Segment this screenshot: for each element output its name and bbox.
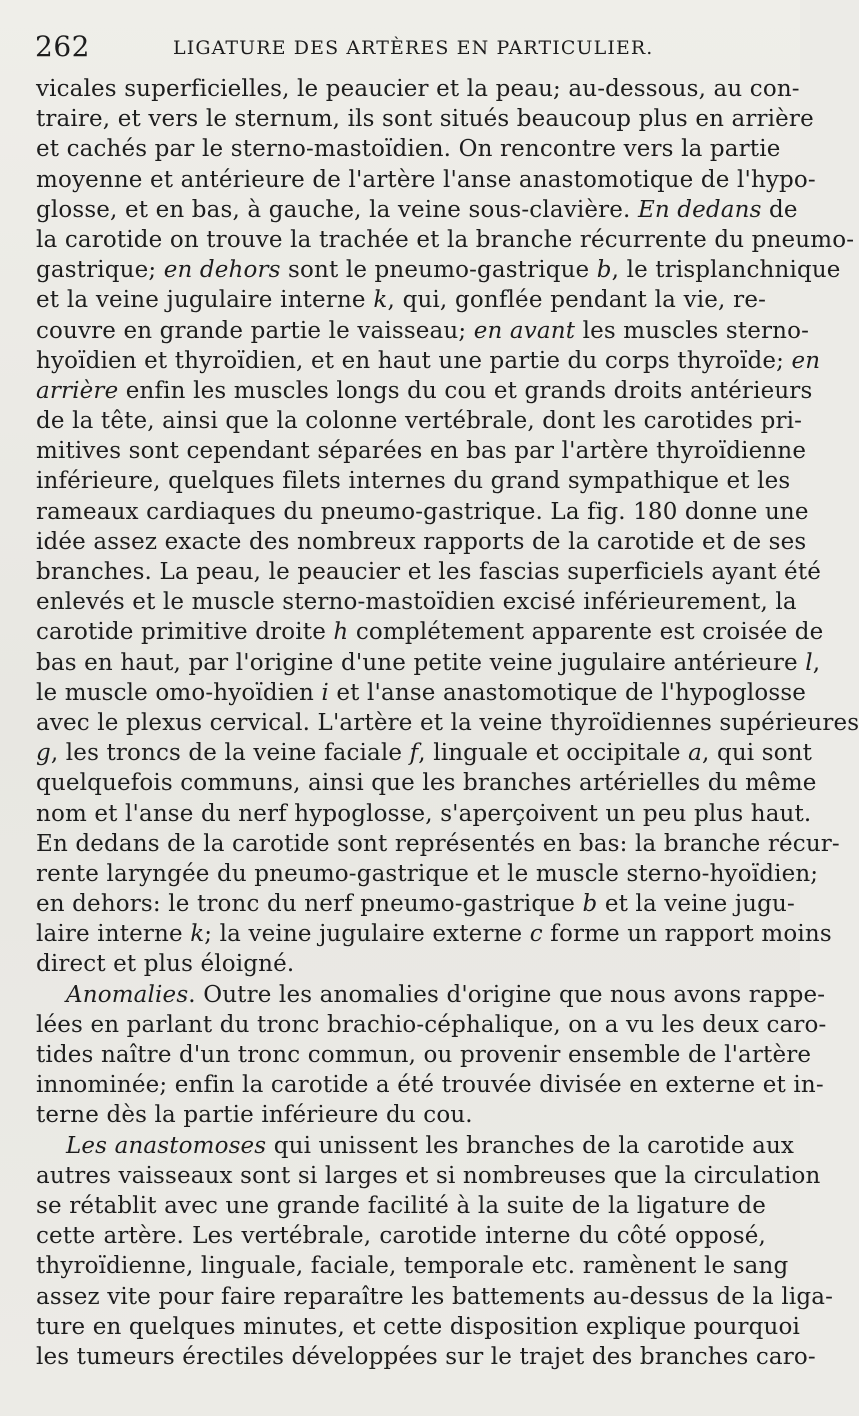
running-title: LIGATURE DES ARTÈRES EN PARTICULIER. — [173, 37, 654, 59]
text-segment: traire, et vers le sternum, ils sont situés beaucoup plus en arrière — [36, 106, 814, 133]
text-segment: sont le pneumo-gastrique — [280, 257, 597, 284]
text-segment: , — [812, 649, 821, 676]
text-line — [36, 799, 812, 829]
text-line — [36, 466, 791, 496]
text-segment: idée assez exacte des nombreux rapports de la carotide et de ses — [36, 528, 807, 555]
text-line — [36, 1161, 821, 1191]
text-segment: , qui, gonflée pendant la vie, re- — [387, 287, 767, 314]
text-line — [36, 285, 766, 315]
text-segment: nom et l'anse du nerf hypoglosse, s'aperçoivent un peu plus haut. — [36, 800, 812, 827]
text-line — [36, 104, 814, 134]
page-header — [35, 30, 775, 70]
text-segment: laire interne — [36, 921, 191, 948]
text-line — [36, 678, 807, 708]
text-line — [36, 1251, 789, 1281]
text-segment: et l'anse anastomotique de l'hypoglosse — [328, 679, 807, 706]
text-line — [36, 768, 817, 798]
text-segment: enfin les muscles longs du cou et grands droits antérieurs — [118, 377, 813, 404]
text-line — [36, 1040, 812, 1070]
text-line — [36, 1312, 800, 1342]
text-line — [36, 497, 809, 527]
text-segment: gastrique; — [36, 257, 164, 284]
text-segment: ; la veine jugulaire externe — [204, 921, 530, 948]
text-line — [36, 1010, 827, 1040]
italic-segment: k — [373, 287, 388, 314]
text-segment: assez vite pour faire reparaître les battements au-dessus de la liga- — [36, 1283, 833, 1310]
text-line — [36, 1100, 766, 1130]
text-line — [36, 1221, 766, 1251]
text-segment: innominée; enfin la carotide a été trouvée divisée en externe et in- — [36, 1072, 824, 1099]
italic-segment: b — [582, 891, 598, 918]
text-segment: le muscle omo-hyoïdien — [36, 679, 322, 706]
italic-segment: en dehors — [163, 257, 281, 284]
text-line — [36, 1342, 816, 1372]
italic-segment: a — [688, 740, 703, 767]
text-segment: vicales superficielles, le peaucier et la peau; au-dessous, au con- — [36, 76, 800, 102]
text-segment: inférieure, quelques filets internes du grand sympathique et les — [36, 468, 791, 495]
text-segment: , linguale et occipitale — [418, 740, 689, 767]
text-segment: et la veine jugu- — [597, 891, 795, 918]
text-segment: En dedans de la carotide sont représentés en bas: la branche récur- — [36, 830, 840, 857]
italic-segment: Anomalies — [66, 981, 189, 1008]
italic-segment: i — [321, 679, 329, 706]
italic-segment: f — [409, 740, 419, 767]
text-line — [36, 1131, 795, 1161]
text-line — [36, 255, 841, 285]
text-segment: terne dès la partie inférieure du cou. — [36, 1102, 473, 1129]
text-segment: carotide primitive droite — [36, 619, 334, 646]
text-segment: et cachés par le sterno-mastoïdien. On rencontre vers la partie — [36, 136, 781, 163]
text-segment: moyenne et antérieure de l'artère l'anse anastomotique de l'hypo- — [36, 166, 816, 193]
text-line — [36, 225, 855, 255]
text-line — [36, 557, 821, 587]
text-segment: bas en haut, par l'origine d'une petite veine jugulaire antérieure — [36, 649, 806, 676]
text-segment: quelquefois communs, ainsi que les branches artérielles du même — [36, 770, 817, 797]
text-line — [36, 165, 816, 195]
text-segment: mitives sont cependant séparées en bas par l'artère thyroïdienne — [36, 438, 807, 465]
italic-segment: en — [791, 347, 821, 374]
text-segment: , les troncs de la veine faciale — [50, 740, 410, 767]
text-line — [36, 648, 821, 678]
text-line — [36, 980, 826, 1010]
text-line — [36, 587, 797, 617]
text-segment: les muscles sterno- — [575, 317, 810, 344]
text-line — [36, 708, 859, 738]
text-segment: les tumeurs érectiles développées sur le trajet des branches caro- — [36, 1343, 816, 1370]
text-line — [36, 1282, 833, 1312]
text-segment: complétement apparente est croisée de — [348, 619, 824, 646]
italic-segment: en avant — [473, 317, 576, 344]
text-segment: de — [761, 196, 798, 223]
text-line — [36, 859, 819, 889]
text-segment: forme un rapport moins — [542, 921, 832, 948]
italic-segment: b — [596, 257, 612, 284]
text-line — [36, 617, 824, 647]
italic-segment: h — [333, 619, 349, 646]
text-segment: en dehors: le tronc du nerf pneumo-gastrique — [36, 891, 583, 918]
italic-segment: arrière — [36, 377, 119, 404]
text-line — [36, 316, 810, 346]
text-segment: et la veine jugulaire interne — [36, 287, 374, 314]
text-segment: ture en quelques minutes, et cette disposition explique pourquoi — [36, 1313, 800, 1340]
text-segment: . Outre les anomalies d'origine que nous avons rappe- — [188, 981, 826, 1008]
text-segment: qui unissent les branches de la carotide aux — [266, 1132, 795, 1159]
text-segment: tides naître d'un tronc commun, ou provenir ensemble de l'artère — [36, 1042, 812, 1068]
text-line — [36, 829, 840, 859]
italic-segment: g — [36, 740, 51, 767]
italic-segment: k — [190, 921, 205, 948]
italic-segment: Les anastomoses — [66, 1132, 267, 1159]
text-line — [36, 919, 832, 949]
text-line — [36, 738, 813, 768]
text-segment: avec le plexus cervical. L'artère et la veine thyroïdiennes supérieures — [36, 709, 859, 736]
text-line — [36, 134, 781, 164]
text-line — [36, 1070, 824, 1100]
text-line — [36, 74, 800, 104]
text-segment: autres vaisseaux sont si larges et si nombreuses que la circulation — [36, 1162, 821, 1189]
text-segment: couvre en grande partie le vaisseau; — [36, 317, 474, 344]
italic-segment: c — [529, 921, 543, 948]
text-segment: glosse, et en bas, à gauche, la veine sous-clavière. — [36, 196, 638, 223]
text-segment: se rétablit avec une grande facilité à la suite de la ligature de — [36, 1192, 766, 1219]
text-segment: , le trisplanchnique — [611, 257, 841, 284]
text-segment: enlevés et le muscle sterno-mastoïdien excisé inférieurement, la — [36, 589, 797, 616]
text-segment: cette artère. Les vertébrale, carotide interne du côté opposé, — [36, 1223, 766, 1250]
page-number: 262 — [35, 30, 90, 63]
text-segment: hyoïdien et thyroïdien, et en haut une partie du corps thyroïde; — [36, 347, 792, 374]
text-line — [36, 376, 813, 406]
text-segment: , qui sont — [702, 740, 813, 767]
text-line — [36, 406, 803, 436]
text-segment: rameaux cardiaques du pneumo-gastrique. La fig. 180 donne une — [36, 498, 809, 525]
text-line — [36, 949, 766, 979]
body-text — [36, 74, 859, 1372]
text-segment: de la tête, ainsi que la colonne vertébrale, dont les carotides pri- — [36, 408, 803, 435]
text-segment: branches. La peau, le peaucier et les fascias superficiels ayant été — [36, 559, 821, 585]
text-line — [36, 527, 807, 557]
text-line — [36, 195, 798, 225]
text-line — [36, 889, 795, 919]
text-segment: rente laryngée du pneumo-gastrique et le muscle sterno-hyoïdien; — [36, 860, 819, 887]
text-segment: lées en parlant du tronc brachio-céphalique, on a vu les deux caro- — [36, 1011, 827, 1038]
text-line — [36, 1191, 766, 1221]
text-line — [36, 346, 821, 376]
text-segment: direct et plus éloigné. — [36, 951, 295, 978]
text-line — [36, 436, 807, 466]
text-segment: thyroïdienne, linguale, faciale, temporale etc. ramènent le sang — [36, 1253, 789, 1280]
italic-segment: En dedans — [637, 196, 762, 223]
text-segment: la carotide on trouve la trachée et la branche récurrente du pneumo- — [36, 226, 855, 253]
italic-segment: l — [805, 649, 813, 676]
